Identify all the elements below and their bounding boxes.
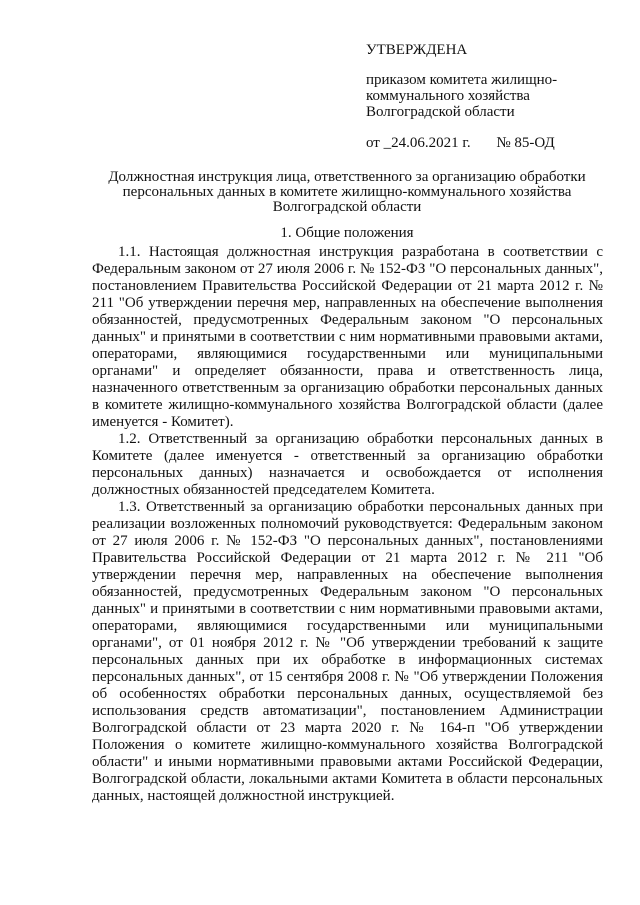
document-body bbox=[92, 244, 603, 805]
approval-number: № 85-ОД bbox=[496, 135, 555, 151]
approval-stamp bbox=[366, 42, 606, 151]
paragraph-1-2: 1.2. Ответственный за организацию обработки персональных данных в Комитете (далее именуется - ответственный за организацию обработки персональных данных) назначается и освобождается от исполнения должностных обязанностей председателем Комитета. bbox=[92, 431, 603, 498]
paragraph-1-3: 1.3. Ответственный за организацию обработки персональных данных при реализации возложенных полномочий руководствуется: Федеральным законом от 27 июля 2006 г. № 152-ФЗ "О персональных данных", постановлениями Правительства Российской Федерации от 21 марта 2012 г. № 211 "Об утверждении перечня мер, направленных на обеспечение выполнения обязанностей, предусмотренных Федеральным законом "О персональных данных" и принятыми в соответствии с ним нормативными правовыми актами, операторами, являющимися государственными или муниципальными органами", от 01 ноября 2012 г. № "Об утверждении требований к защите персональных данных при их обработке в информационных системах персональных данных", от 15 сентября 2008 г. № "Об утверждении Положения об особенностях обработки персональных данных, осуществляемой без использования средств автоматизации", постановлением Администрации Волгоградской области от 23 марта 2020 г. № 164-п "Об утверждении Положения о комитете жилищно-коммунального хозяйства Волгоградской области" и иными нормативными правовыми актами Российской Федерации, Волгоградской области, локальными актами Комитета в области персональных данных, настоящей должностной инструкцией. bbox=[92, 499, 603, 804]
document-title: Должностная инструкция лица, ответственного за организацию обработки персональных данных в комитете жилищно-коммунального хозяйства Волгоградской области bbox=[108, 169, 586, 215]
approval-order-line bbox=[366, 135, 606, 151]
approval-date: от _24.06.2021 г. bbox=[366, 135, 471, 151]
paragraph-1-1: 1.1. Настоящая должностная инструкция разработана в соответствии с Федеральным законом от 27 июля 2006 г. № 152-ФЗ "О персональных данных", постановлением Правительства Российской Федерации от 21 марта 2012 г. № 211 "Об утверждении перечня мер, направленных на обеспечение выполнения обязанностей, предусмотренных Федеральным законом "О персональных данных" и принятыми в соответствии с ним нормативными правовыми актами, операторами, являющимися государственными или муниципальными органами" и определяет обязанности, права и ответственность лица, назначенного ответственным за организацию обработки персональных данных в комитете жилищно-коммунального хозяйства Волгоградской области (далее именуется - Комитет). bbox=[92, 244, 603, 430]
section-heading: 1. Общие положения bbox=[280, 225, 414, 241]
approval-body: приказом комитета жилищно-коммунального хозяйства Волгоградской области bbox=[366, 72, 558, 120]
approval-heading: УТВЕРЖДЕНА bbox=[366, 42, 468, 58]
